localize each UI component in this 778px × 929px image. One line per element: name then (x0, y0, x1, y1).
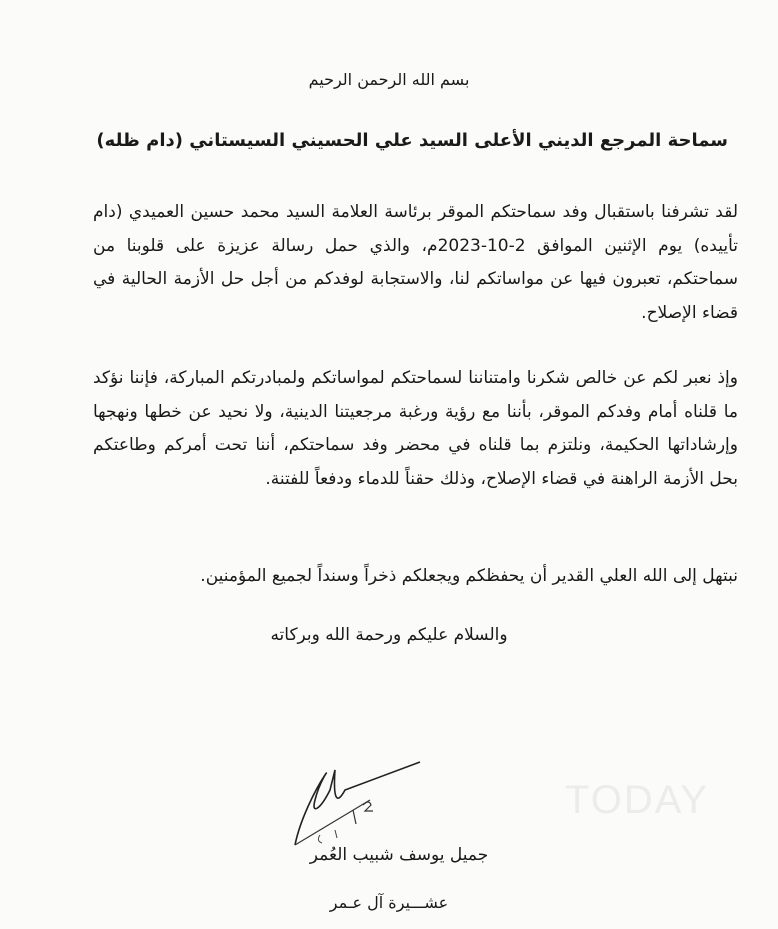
paragraph-1: لقد تشرفنا باستقبال وفد سماحتكم الموقر برئاسة العلامة السيد محمد حسين العميدي (دام تأييده) يوم الإثنين الموافق 2-10-2023م، والذي حمل رسالة عزيزة على قلوبنا من سماحتكم، تعبرون فيها عن مواساتكم لنا، والاستجابة لوفدكم من أجل حل الأزمة الحالية في قضاء الإصلاح. (93, 202, 739, 323)
handwritten-signature (275, 760, 425, 850)
addressee-heading: سماحة المرجع الديني الأعلى السيد علي الحسيني السيستاني (دام ظله) (96, 130, 728, 151)
tribe-name: عشـــيرة آل عـمر (329, 893, 449, 912)
paragraph-3: نبتهل إلى الله العلي القدير أن يحفظكم ويجعلكم ذخراً وسنداً لجميع المؤمنين. (200, 566, 738, 586)
watermark: TODAY (565, 778, 710, 822)
signer-name: جميل يوسف شبيب العُمر (309, 845, 489, 865)
paragraph-2: وإذ نعبر لكم عن خالص شكرنا وامتناننا لسماحتكم لمواساتكم ولمبادرتكم المباركة، فإننا نؤكد ما قلناه أمام وفدكم الموقر، بأننا مع رؤية ورغبة مرجعيتنا الدينية، ولا نحيد عن خطها ونهجها وإرشاداتها الحكيمة، ونلتزم بما قلناه في محضر وفد سماحتكم، أننا تحت أمركم وطاعتكم بحل الأزمة الراهنة في قضاء الإصلاح، وذلك حقناً للدماء ودفعاً للفتنة. (93, 368, 738, 489)
basmala: بسم الله الرحمن الرحيم (308, 70, 470, 89)
closing-salutation: والسلام عليكم ورحمة الله وبركاته (270, 625, 508, 645)
